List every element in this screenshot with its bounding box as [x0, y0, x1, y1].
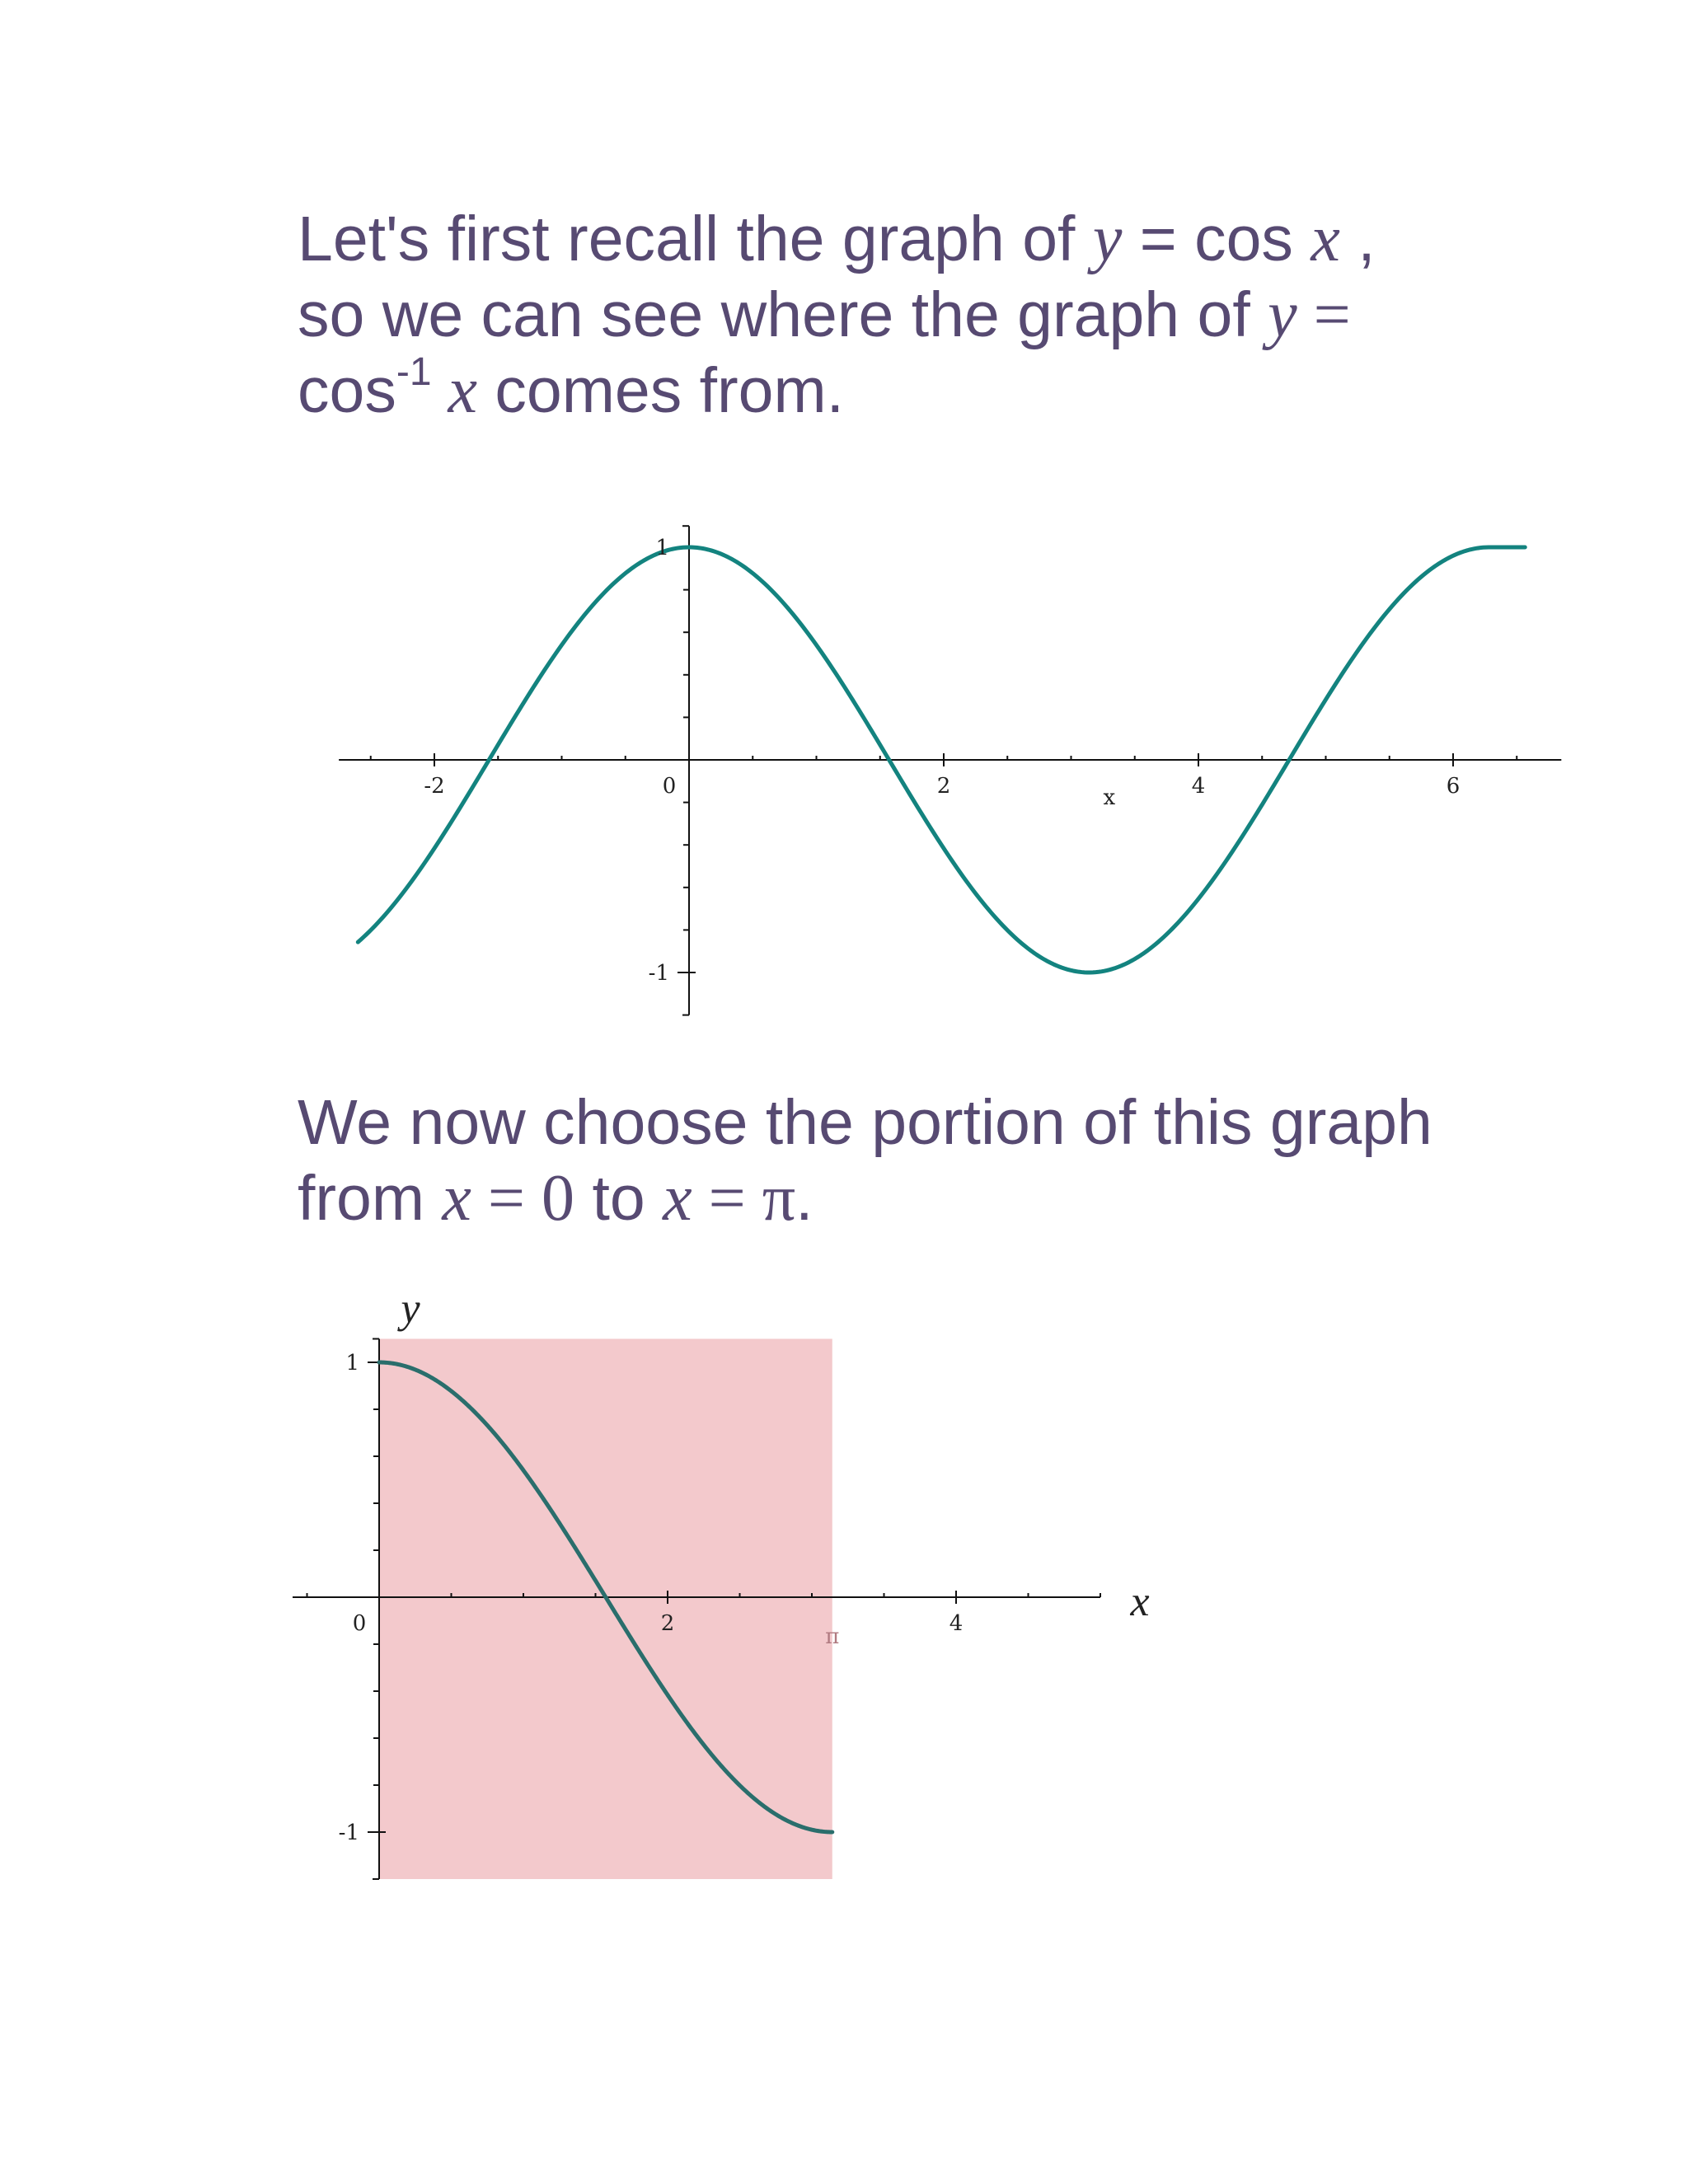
cosine-full-plot: [330, 486, 1550, 1030]
intro-line3-cos: cos: [298, 355, 396, 426]
y-tick-label: 1: [655, 536, 669, 560]
intro-line2-text: so we can see where the graph of: [298, 279, 1268, 350]
intro-line3-var-x: x: [431, 354, 478, 427]
y-tick-label: 1: [345, 1351, 359, 1376]
y-tick-label: -1: [648, 961, 669, 986]
x-tick-label: 4: [949, 1611, 964, 1636]
x-tick-label: 0: [352, 1611, 367, 1636]
portion-period: .: [795, 1163, 814, 1234]
x-tick-label: 2: [660, 1611, 675, 1636]
intro-line3-tail: comes from.: [477, 355, 844, 426]
portion-var-x1: x: [442, 1162, 471, 1235]
cosine-portion-plot: [288, 1261, 1150, 1920]
x-tick-label: 4: [1191, 774, 1206, 799]
x-tick-label: 0: [662, 774, 677, 799]
portion-to: to: [574, 1163, 663, 1234]
x-tick-label: 2: [936, 774, 951, 799]
y-tick-label: -1: [338, 1821, 359, 1845]
x-axis-label: x: [1130, 1578, 1150, 1625]
x-axis-label: x: [1103, 785, 1116, 810]
portion-line1: We now choose the portion of this graph: [298, 1087, 1432, 1158]
x-tick-label: -2: [424, 774, 445, 799]
intro-text-eq: = cos: [1122, 204, 1311, 274]
intro-text-lead: Let's first recall the graph of: [298, 204, 1093, 274]
intro-line2-var-y: y: [1268, 279, 1297, 351]
x-tick-label: π: [825, 1624, 840, 1649]
intro-line3-inverse-exp: -1: [396, 350, 432, 395]
portion-paragraph: [298, 1085, 1432, 1236]
portion-var-x2: x: [663, 1162, 692, 1235]
portion-eq2: = π: [692, 1162, 796, 1235]
x-tick-label: 6: [1446, 774, 1461, 799]
intro-paragraph: [298, 201, 1376, 429]
intro-text-comma: ,: [1339, 204, 1376, 274]
intro-var-x: x: [1311, 203, 1340, 275]
highlight-region: [379, 1339, 832, 1880]
intro-line2-eq: =: [1296, 279, 1351, 351]
intro-var-y: y: [1092, 203, 1123, 275]
portion-from: from: [298, 1163, 443, 1234]
y-axis-label: y: [401, 1285, 420, 1333]
portion-eq1: = 0: [471, 1162, 575, 1235]
